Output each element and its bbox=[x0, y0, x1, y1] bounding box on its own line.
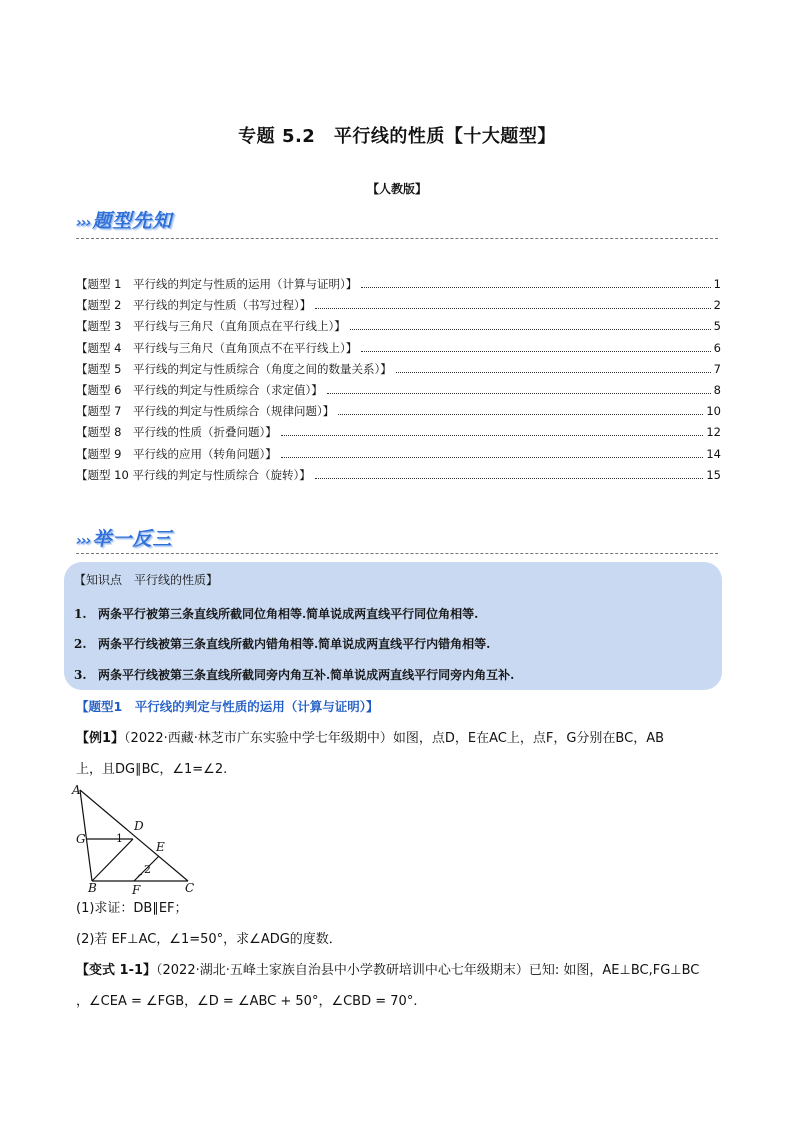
toc-row[interactable] bbox=[76, 318, 721, 339]
label-angle-2: 2 bbox=[144, 863, 151, 876]
example-1 bbox=[76, 725, 724, 753]
question-2: (2)若 EF⊥AC，∠1=50°，求∠ADG的度数． bbox=[76, 932, 342, 947]
variant-tag: 【变式 1-1】 bbox=[76, 963, 157, 978]
example-source: （2022·西藏·林芝市广东实验中学七年级期中） bbox=[124, 731, 393, 746]
label-b: B bbox=[88, 881, 97, 894]
toc-page-number: 8 bbox=[713, 382, 721, 397]
toc-label: 【题型 6 平行线的判定与性质综合（求定值）】 bbox=[76, 382, 323, 397]
toc-leader bbox=[315, 308, 710, 309]
toc-leader bbox=[338, 414, 703, 415]
example-tag: 【例1】 bbox=[76, 731, 125, 746]
banner-preview bbox=[76, 206, 172, 233]
toc-page-number: 12 bbox=[706, 425, 721, 440]
toc-leader bbox=[350, 329, 711, 330]
knowledge-item-3: 3. 两条平行线被第三条直线所截同旁内角互补.简单说成两直线平行同旁内角互补. bbox=[74, 668, 515, 682]
divider bbox=[76, 553, 718, 554]
toc-label: 【题型 5 平行线的判定与性质综合（角度之间的数量关系）】 bbox=[76, 361, 392, 376]
chevron-icon: ››› bbox=[76, 533, 91, 549]
toc-page-number: 7 bbox=[713, 361, 721, 376]
toc-row[interactable] bbox=[76, 297, 721, 318]
toc-label: 【题型 10 平行线的判定与性质综合（旋转）】 bbox=[76, 467, 311, 482]
label-e: E bbox=[156, 840, 165, 854]
banner-practice bbox=[76, 524, 172, 551]
question-1: (1)求证：DB∥EF； bbox=[76, 901, 188, 916]
toc-leader bbox=[315, 478, 704, 479]
toc-page-number: 2 bbox=[713, 298, 721, 313]
toc-leader bbox=[361, 351, 710, 352]
toc-page-number: 6 bbox=[713, 340, 721, 355]
toc-label: 【题型 7 平行线的判定与性质综合（规律问题）】 bbox=[76, 404, 335, 419]
label-f: F bbox=[132, 883, 141, 894]
variant-source: （2022·湖北·五峰土家族自治县中小学教研培训中心七年级期末） bbox=[156, 963, 529, 978]
example-text: 如图，点D，E在AC上，点F，G分别在BC，AB bbox=[392, 731, 665, 746]
toc-label: 【题型 3 平行线与三角尺（直角顶点在平行线上）】 bbox=[76, 319, 346, 334]
toc-row[interactable] bbox=[76, 424, 721, 445]
toc-page-number: 14 bbox=[706, 446, 721, 461]
toc-page-number: 5 bbox=[713, 319, 721, 334]
geometry-figure bbox=[70, 784, 200, 894]
page-title: 专题 5.2 平行线的性质【十大题型】 bbox=[238, 126, 556, 147]
toc-leader bbox=[396, 372, 711, 373]
toc-page-number: 10 bbox=[706, 404, 721, 419]
toc-page-number: 15 bbox=[706, 467, 721, 482]
knowledge-heading: 【知识点 平行线的性质】 bbox=[74, 573, 219, 587]
divider bbox=[76, 238, 718, 239]
toc-label: 【题型 4 平行线与三角尺（直角顶点不在平行线上）】 bbox=[76, 340, 358, 355]
toc-label: 【题型 1 平行线的判定与性质的运用（计算与证明）】 bbox=[76, 277, 358, 291]
knowledge-item-2: 2. 两条平行线被第三条直线所截内错角相等.简单说成两直线平行内错角相等. bbox=[74, 637, 491, 651]
toc-row[interactable] bbox=[76, 403, 721, 424]
toc-leader bbox=[281, 457, 704, 458]
chevron-icon: ››› bbox=[76, 215, 91, 231]
label-angle-1: 1 bbox=[116, 832, 123, 845]
toc-leader bbox=[281, 435, 704, 436]
toc-label: 【题型 8 平行线的性质（折叠问题）】 bbox=[76, 425, 277, 440]
label-c: C bbox=[185, 881, 195, 894]
edition-label: 【人教版】 bbox=[366, 182, 427, 196]
example-1-cont: 上，且DG∥BC，∠1=∠2. bbox=[76, 762, 228, 777]
toc-label: 【题型 9 平行线的应用（转角问题）】 bbox=[76, 446, 277, 461]
toc-row[interactable] bbox=[76, 467, 721, 488]
banner-practice-label: 举一反三 bbox=[92, 528, 173, 550]
toc-row[interactable] bbox=[76, 446, 721, 467]
toc-leader bbox=[327, 393, 711, 394]
angle-2-arc bbox=[138, 874, 142, 877]
toc-row[interactable] bbox=[76, 276, 721, 297]
label-a: A bbox=[72, 784, 81, 797]
toc-row[interactable] bbox=[76, 340, 721, 361]
knowledge-box bbox=[64, 562, 722, 690]
knowledge-item-1: 1. 两条平行被第三条直线所截同位角相等.简单说成两直线平行同位角相等. bbox=[74, 607, 479, 621]
variant-1-1 bbox=[76, 957, 724, 985]
label-d: D bbox=[134, 819, 144, 833]
variant-1-1-cont: ，∠CEA = ∠FGB，∠D = ∠ABC + 50°，∠CBD = 70°. bbox=[76, 994, 418, 1009]
variant-text: 已知: 如图，AE⊥BC,FG⊥BC bbox=[528, 963, 700, 978]
toc-row[interactable] bbox=[76, 361, 721, 382]
toc-row[interactable] bbox=[76, 382, 721, 403]
banner-preview-label: 题型先知 bbox=[92, 210, 173, 232]
toc-label: 【题型 2 平行线的判定与性质（书写过程）】 bbox=[76, 298, 312, 313]
toc-leader bbox=[361, 287, 710, 288]
segment-ac bbox=[80, 790, 188, 881]
segment-bd bbox=[92, 839, 133, 881]
table-of-contents bbox=[76, 276, 721, 488]
section-title: 【题型1 平行线的判定与性质的运用（计算与证明）】 bbox=[76, 699, 379, 714]
label-g: G bbox=[76, 832, 86, 846]
toc-page-number: 1 bbox=[713, 277, 721, 291]
